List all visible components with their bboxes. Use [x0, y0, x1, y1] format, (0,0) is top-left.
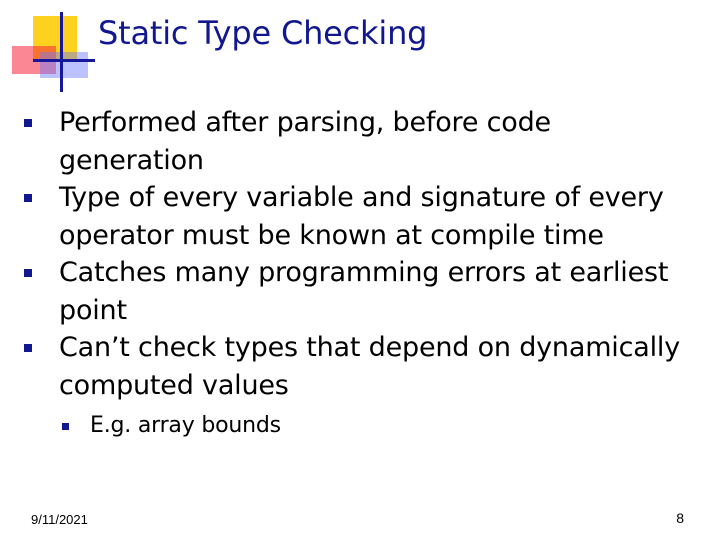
bullet-text: Type of every variable and signature of every operator must be known at compile time — [59, 182, 664, 251]
square-bullet-icon — [62, 423, 69, 430]
sub-bullet-text: E.g. array bounds — [90, 413, 281, 438]
ornament-blue-square — [40, 52, 88, 78]
slide-title: Static Type Checking — [98, 14, 428, 52]
bullet-item — [0, 104, 699, 179]
square-bullet-icon — [24, 344, 32, 352]
footer-date: 9/11/2021 — [31, 512, 88, 527]
bullet-item — [0, 179, 699, 254]
bullet-item — [0, 329, 699, 404]
bullet-text: Can’t check types that depend on dynamically computed values — [59, 332, 680, 401]
ornament-vertical-line — [60, 12, 63, 92]
sub-bullet-item — [0, 410, 720, 442]
bullet-text: Performed after parsing, before code generation — [59, 107, 551, 176]
ornament-horizontal-line — [33, 59, 95, 62]
bullet-item — [0, 254, 699, 329]
square-bullet-icon — [24, 119, 32, 127]
bullet-list — [0, 104, 720, 442]
square-bullet-icon — [24, 269, 32, 277]
square-bullet-icon — [24, 194, 32, 202]
page-number: 8 — [676, 510, 684, 526]
bullet-text: Catches many programming errors at earliest point — [59, 257, 669, 326]
